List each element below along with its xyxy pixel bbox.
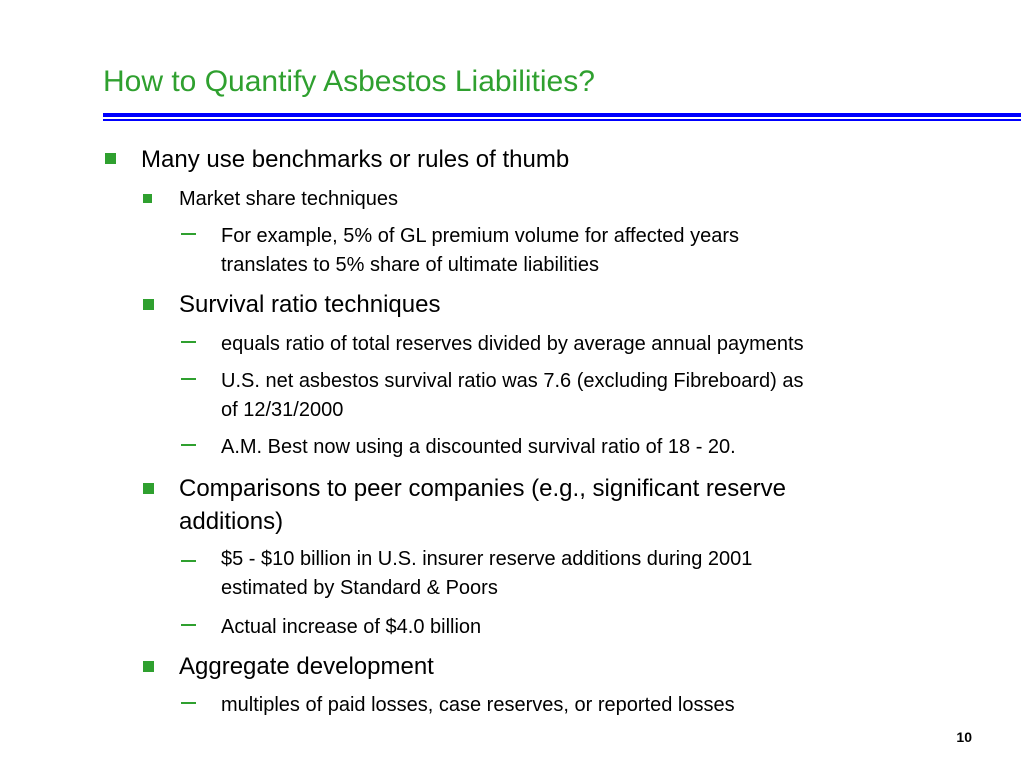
bullet-level3-continued: estimated by Standard & Poors [221,577,498,599]
bullet-level3: A.M. Best now using a discounted survival ratio of 18 - 20. [221,436,736,458]
bullet-level2: Aggregate development [179,653,434,680]
bullet-square-icon [143,661,154,672]
bullet-level3-continued: translates to 5% share of ultimate liabilities [221,254,599,276]
bullet-level3-continued: of 12/31/2000 [221,399,344,421]
dash-icon [181,233,196,235]
dash-icon [181,378,196,380]
slide-title: How to Quantify Asbestos Liabilities? [103,65,595,98]
bullet-level2-continued: additions) [179,508,284,535]
bullet-level3: $5 - $10 billion in U.S. insurer reserve additions during 2001 [221,548,753,570]
bullet-level3: Actual increase of $4.0 billion [221,616,482,638]
dash-icon [181,624,196,626]
bullet-square-icon [143,483,154,494]
dash-icon [181,560,196,562]
bullet-square-icon [143,194,152,203]
bullet-square-icon [105,153,116,164]
page-number: 10 [956,729,972,745]
dash-icon [181,702,196,704]
bullet-level3: For example, 5% of GL premium volume for affected years [221,225,739,247]
dash-icon [181,444,196,446]
bullet-level3: U.S. net asbestos survival ratio was 7.6 (excluding Fibreboard) as [221,370,804,392]
bullet-level3: equals ratio of total reserves divided by average annual payments [221,333,804,355]
bullet-level2: Survival ratio techniques [179,291,441,318]
bullet-square-icon [143,299,154,310]
bullet-level2: Market share techniques [179,188,399,210]
bullet-level1: Many use benchmarks or rules of thumb [141,146,570,173]
bullet-level2: Comparisons to peer companies (e.g., significant reserve [179,475,786,502]
title-rule-thick [103,113,1021,117]
bullet-level3: multiples of paid losses, case reserves, or reported losses [221,694,735,716]
dash-icon [181,341,196,343]
title-rule-thin [103,119,1021,121]
